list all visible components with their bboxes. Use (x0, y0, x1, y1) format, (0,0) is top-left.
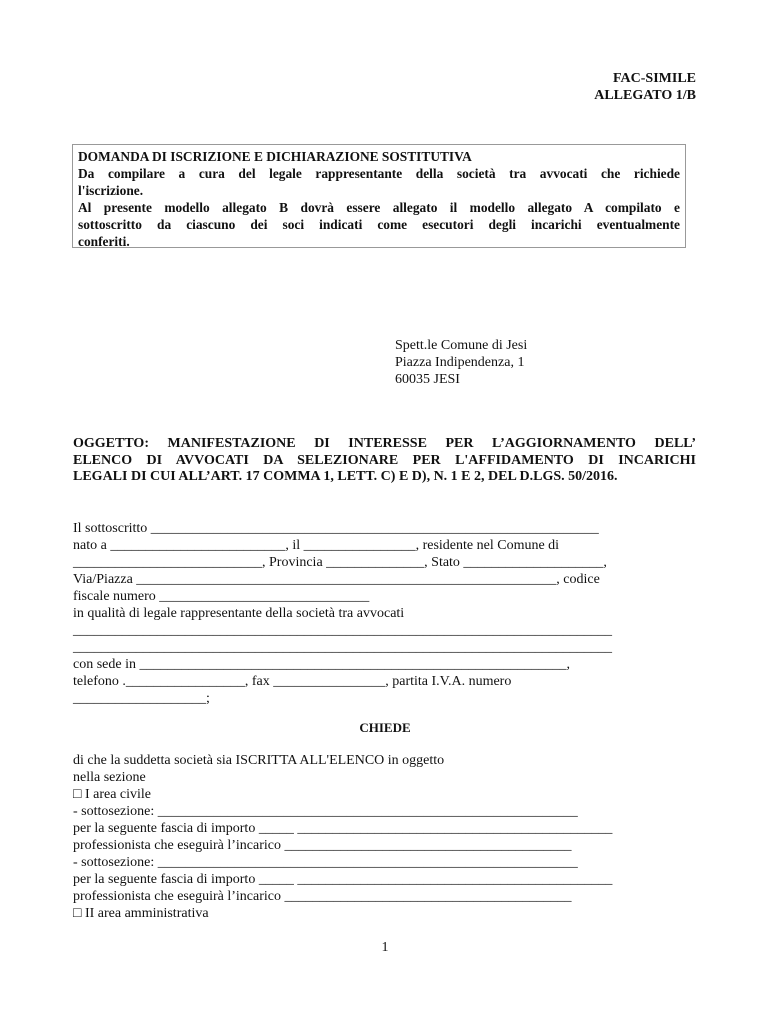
subject-block (73, 436, 696, 486)
request-line: di che la suddetta società sia ISCRITTA ALL'ELENCO in oggetto (73, 753, 445, 768)
form-line[interactable]: _____________________________________________________________________________ (73, 623, 612, 638)
attachment-label: ALLEGATO 1/B (594, 88, 696, 103)
form-line[interactable]: ___________________; (73, 691, 210, 706)
page-number: 1 (381, 940, 389, 955)
request-line[interactable]: - sottosezione: ____________________________________________________________ (73, 804, 578, 819)
form-line[interactable]: Via/Piazza ____________________________________________________________, codice (73, 572, 600, 587)
request-section (73, 752, 612, 922)
chiede-heading: CHIEDE (359, 720, 411, 735)
form-line: in qualità di legale rappresentante della società tra avvocati (73, 606, 405, 621)
form-line[interactable]: fiscale numero ______________________________ (73, 589, 370, 604)
form-line[interactable]: Il sottoscritto ________________________________________________________________ (73, 521, 599, 536)
recipient-line: Spett.le Comune di Jesi (395, 338, 528, 353)
request-line[interactable]: per la seguente fascia di importo _____ _____________________________________________ (73, 821, 613, 836)
notice-box (72, 144, 686, 248)
subject-line: ELENCO DI AVVOCATI DA SELEZIONARE PER L'AFFIDAMENTO DI INCARICHI (73, 452, 696, 468)
request-line[interactable]: - sottosezione: ____________________________________________________________ (73, 855, 578, 870)
notice-line: sottoscritto da ciascuno dei soci indicati come esecutori degli incarichi eventualmente (78, 217, 680, 232)
recipient-address (395, 337, 527, 388)
form-line[interactable]: telefono ._________________, fax ________________, partita I.V.A. numero (73, 674, 512, 689)
applicant-form (73, 520, 612, 707)
request-line[interactable]: professionista che eseguirà l’incarico _________________________________________ (73, 838, 572, 853)
request-line[interactable]: per la seguente fascia di importo _____ _____________________________________________ (73, 872, 613, 887)
checkbox-administrative-area[interactable]: □ II area amministrativa (73, 906, 209, 921)
facsimile-label: FAC-SIMILE (613, 71, 696, 86)
notice-line: l'iscrizione. (78, 183, 144, 198)
subject-line: OGGETTO: MANIFESTAZIONE DI INTERESSE PER L’AGGIORNAMENTO DELL’ (73, 436, 696, 451)
form-line[interactable]: nato a _________________________, il ________________, residente nel Comune di (73, 538, 560, 553)
checkbox-civil-area[interactable]: □ I area civile (73, 787, 152, 802)
notice-line: Al presente modello allegato B dovrà essere allegato il modello allegato A compilato e (78, 200, 680, 215)
notice-title: DOMANDA DI ISCRIZIONE E DICHIARAZIONE SOSTITUTIVA (78, 149, 472, 164)
request-line[interactable]: professionista che eseguirà l’incarico _________________________________________ (73, 889, 572, 904)
form-line[interactable]: _____________________________________________________________________________ (73, 640, 612, 655)
form-line[interactable]: con sede in _____________________________________________________________, (73, 657, 570, 672)
notice-line: conferiti. (78, 234, 130, 249)
document-header (496, 70, 696, 104)
notice-line: Da compilare a cura del legale rappresentante della società tra avvocati che richiede (78, 166, 680, 181)
recipient-line: Piazza Indipendenza, 1 (395, 355, 525, 370)
recipient-line: 60035 JESI (395, 372, 460, 387)
subject-line: LEGALI DI CUI ALL’ART. 17 COMMA 1, LETT. C) E D), N. 1 E 2, DEL D.LGS. 50/2016. (73, 469, 618, 484)
form-line[interactable]: ___________________________, Provincia ______________, Stato ____________________, (73, 555, 607, 570)
request-line: nella sezione (73, 770, 146, 785)
